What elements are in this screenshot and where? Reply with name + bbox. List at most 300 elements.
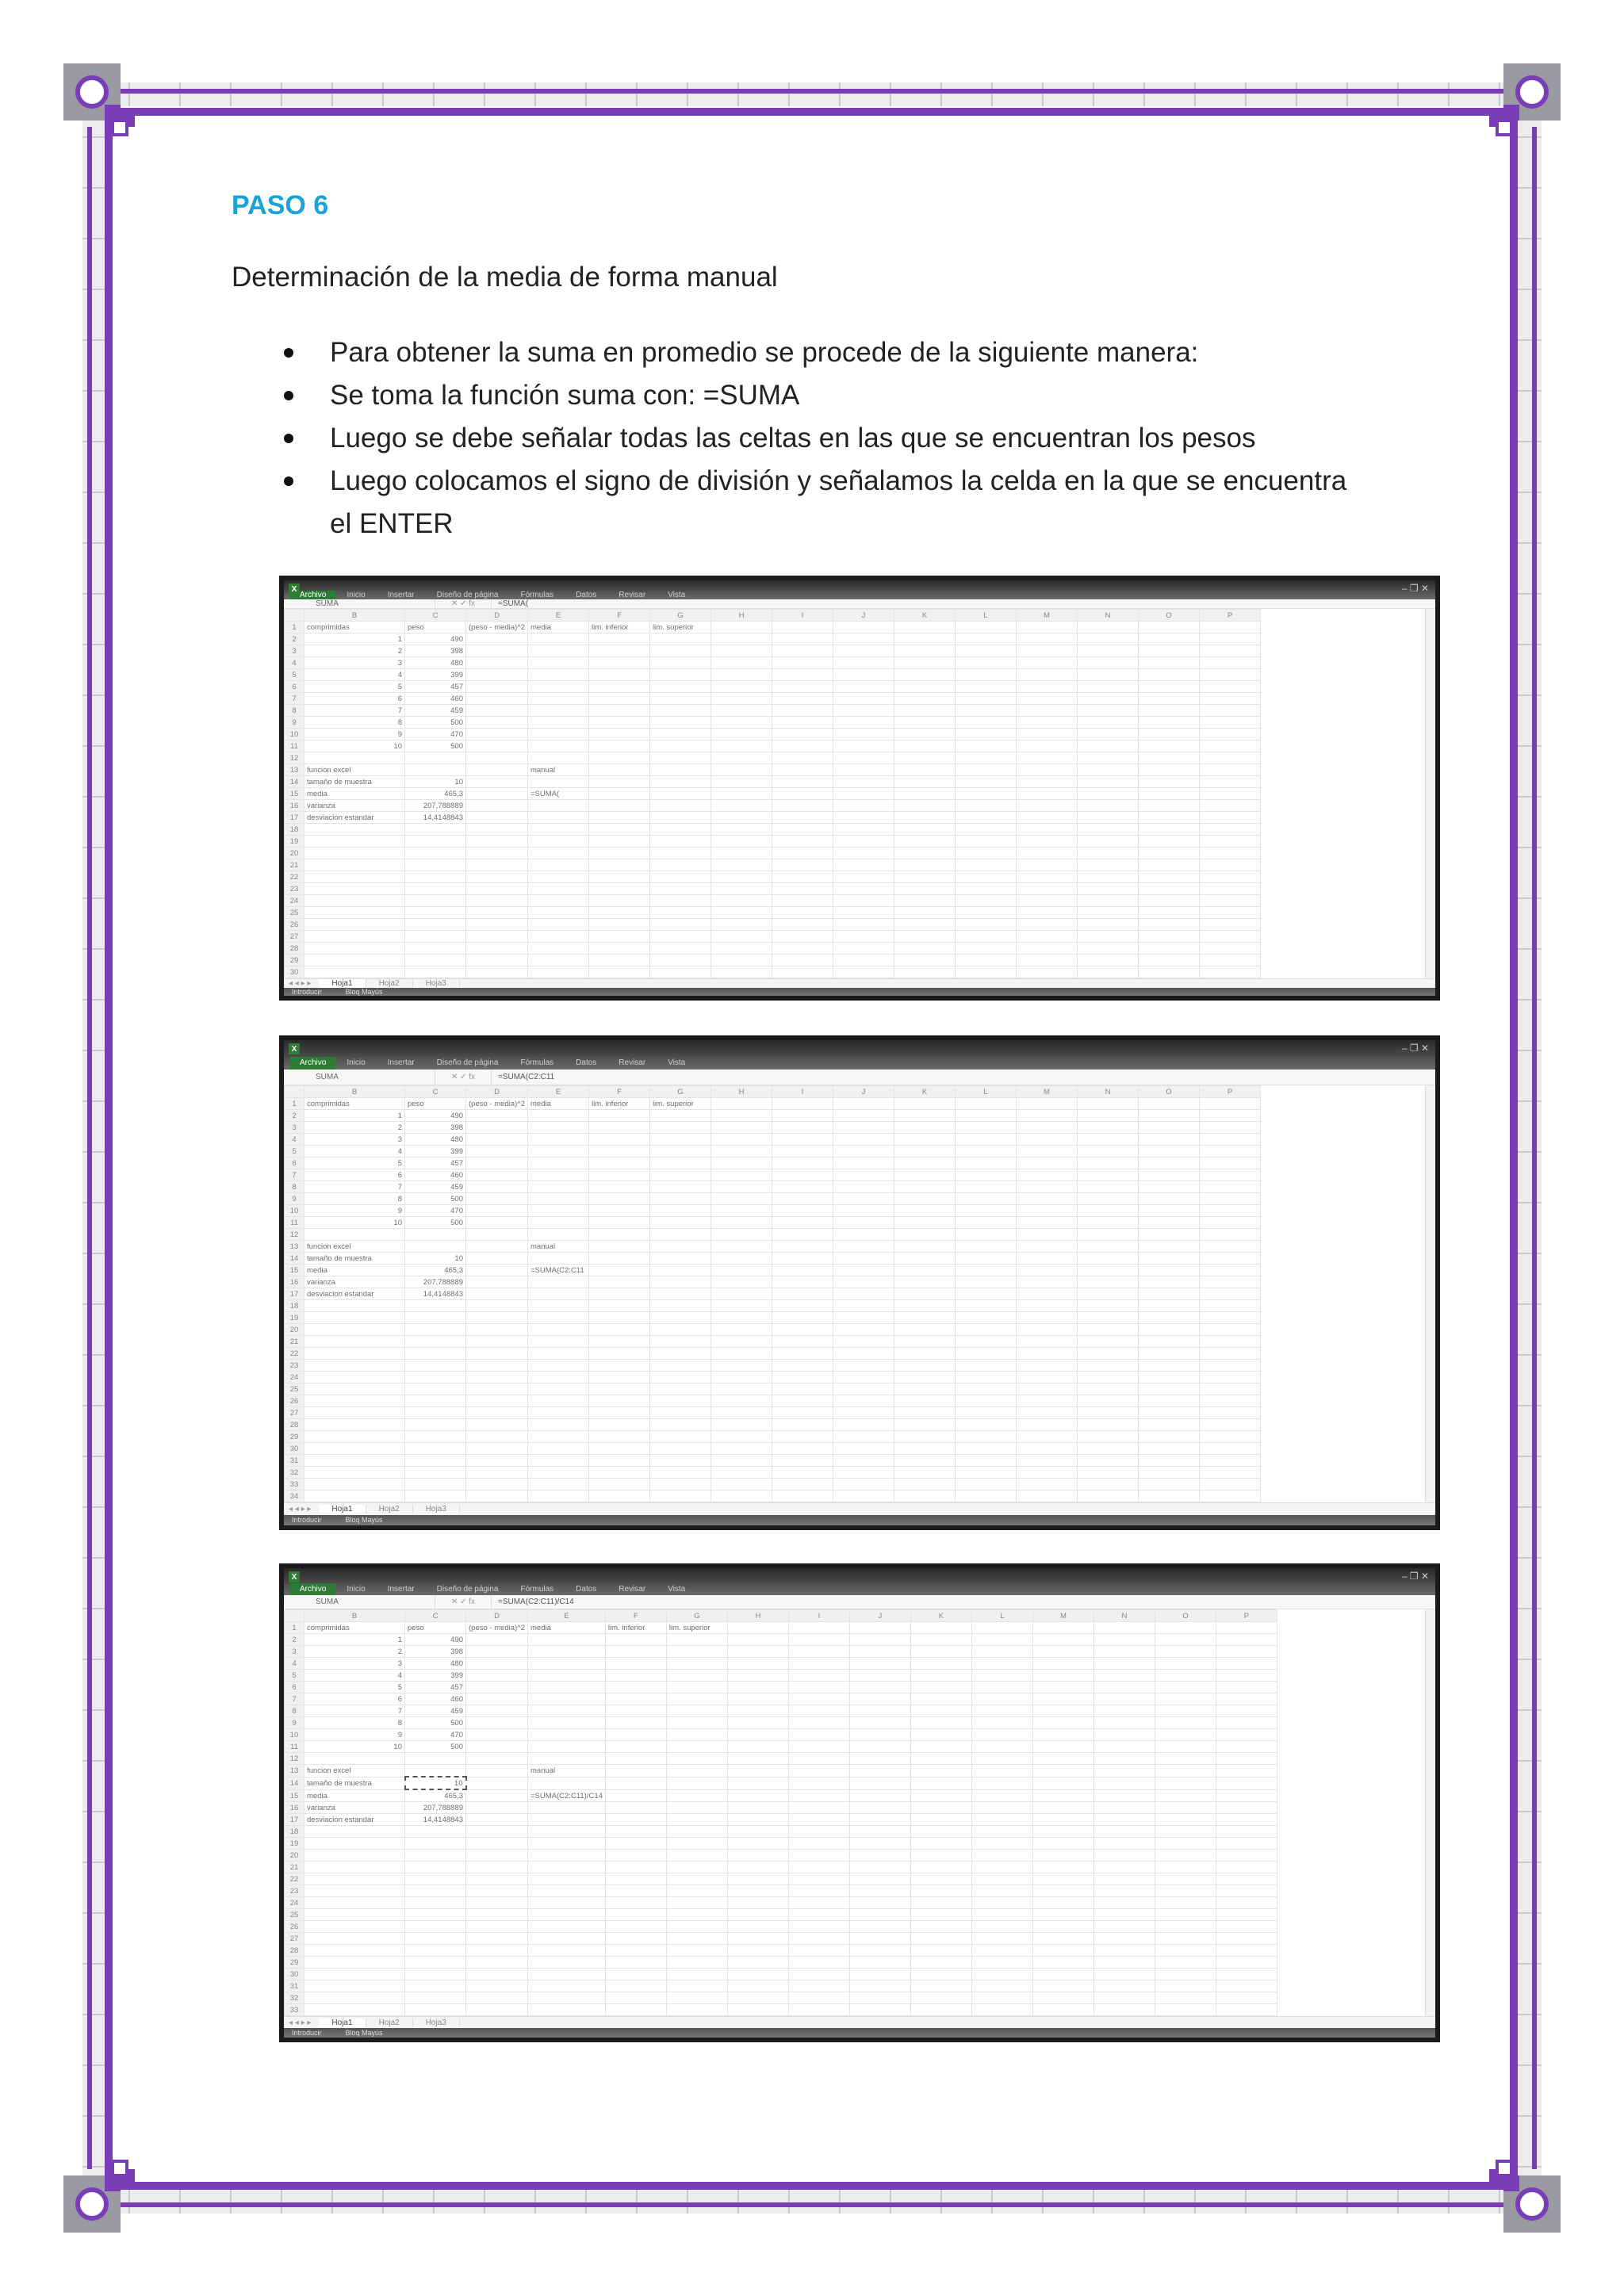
row-number[interactable]: 22 [285, 1873, 304, 1885]
cell[interactable]: 4 [304, 1146, 405, 1158]
cell[interactable]: 4 [304, 669, 405, 681]
row-number[interactable]: 19 [285, 1838, 304, 1850]
cell[interactable] [528, 645, 589, 657]
cell[interactable] [466, 836, 528, 848]
row-number[interactable]: 14 [285, 1253, 304, 1265]
cell[interactable] [772, 1146, 833, 1158]
cell[interactable] [1216, 1838, 1277, 1850]
cell[interactable] [1155, 1838, 1216, 1850]
cell[interactable] [405, 1873, 466, 1885]
cell[interactable] [650, 1479, 711, 1490]
cell[interactable] [405, 1300, 466, 1312]
cell[interactable] [711, 1443, 772, 1455]
cell[interactable] [1216, 1622, 1277, 1634]
cell[interactable] [833, 1229, 894, 1241]
cell[interactable] [833, 1134, 894, 1146]
cell[interactable] [304, 871, 405, 883]
cell[interactable] [405, 1909, 466, 1921]
cell[interactable] [528, 1134, 589, 1146]
cell[interactable] [772, 1383, 833, 1395]
cell[interactable] [833, 1217, 894, 1229]
cell[interactable] [528, 931, 589, 943]
cell[interactable] [788, 1862, 849, 1873]
cell[interactable] [711, 966, 772, 978]
cell[interactable] [788, 1682, 849, 1693]
cell[interactable] [894, 752, 956, 764]
cell[interactable] [788, 2004, 849, 2016]
cell[interactable] [711, 1181, 772, 1193]
cell[interactable] [1200, 788, 1261, 800]
cell[interactable] [1078, 1253, 1139, 1265]
row-number[interactable]: 11 [285, 1741, 304, 1753]
cell[interactable] [910, 1885, 971, 1897]
cell[interactable] [528, 824, 589, 836]
cell[interactable] [894, 1288, 956, 1300]
cell[interactable] [650, 1265, 711, 1276]
cell[interactable] [772, 812, 833, 824]
cell[interactable] [528, 1395, 589, 1407]
cell[interactable] [1017, 919, 1078, 931]
cell[interactable] [1017, 788, 1078, 800]
cell[interactable] [650, 1134, 711, 1146]
cell[interactable] [650, 943, 711, 955]
cell[interactable] [528, 1407, 589, 1419]
row-number[interactable]: 29 [285, 1431, 304, 1443]
sheet-tab[interactable]: Hoja2 [366, 1505, 413, 1513]
cell[interactable] [1216, 1992, 1277, 2004]
cell[interactable] [405, 1407, 466, 1419]
cell[interactable] [1032, 1705, 1094, 1717]
cell[interactable] [711, 1253, 772, 1265]
cell[interactable] [711, 693, 772, 705]
cell[interactable] [650, 1241, 711, 1253]
cell[interactable] [1078, 1479, 1139, 1490]
cell[interactable] [956, 1110, 1017, 1122]
cell[interactable] [788, 1885, 849, 1897]
cell[interactable] [956, 907, 1017, 919]
column-header[interactable]: E [528, 1610, 606, 1622]
cell[interactable] [788, 1646, 849, 1658]
cell[interactable] [833, 859, 894, 871]
cell[interactable] [1155, 1705, 1216, 1717]
cell[interactable]: media [304, 1265, 405, 1276]
cell[interactable] [1139, 776, 1200, 788]
column-header[interactable] [285, 1610, 304, 1622]
ribbon-tab[interactable]: Archivo [290, 591, 335, 599]
cell[interactable] [528, 1838, 606, 1850]
cell[interactable] [772, 859, 833, 871]
cell[interactable] [1017, 1134, 1078, 1146]
cell[interactable] [304, 943, 405, 955]
ribbon-tab[interactable]: Insertar [387, 590, 415, 599]
cell[interactable] [711, 919, 772, 931]
cell[interactable] [788, 1622, 849, 1634]
cell[interactable] [528, 740, 589, 752]
cell[interactable] [466, 1777, 528, 1789]
cell[interactable] [666, 1741, 727, 1753]
cell[interactable] [910, 1838, 971, 1850]
row-number[interactable]: 21 [285, 1862, 304, 1873]
cell[interactable] [849, 1658, 910, 1670]
cell[interactable] [711, 1490, 772, 1502]
cell[interactable] [528, 1431, 589, 1443]
cell[interactable] [1200, 1336, 1261, 1348]
cell[interactable] [1139, 729, 1200, 740]
row-number[interactable]: 25 [285, 1383, 304, 1395]
cell[interactable]: tamaño de muestra [304, 1777, 405, 1789]
cell[interactable] [1216, 1814, 1277, 1826]
cell[interactable] [894, 1395, 956, 1407]
cell[interactable] [1216, 1741, 1277, 1753]
column-header[interactable]: G [650, 1086, 711, 1098]
cell[interactable] [772, 931, 833, 943]
cell[interactable] [772, 883, 833, 895]
cell[interactable] [528, 705, 589, 717]
cell[interactable] [833, 824, 894, 836]
cell[interactable] [1200, 1098, 1261, 1110]
cell[interactable] [711, 645, 772, 657]
cell[interactable] [833, 1241, 894, 1253]
cell[interactable] [833, 848, 894, 859]
cell[interactable] [589, 907, 650, 919]
cell[interactable] [405, 836, 466, 848]
cell[interactable] [788, 1814, 849, 1826]
cell[interactable] [1139, 1193, 1200, 1205]
cell[interactable] [956, 1455, 1017, 1467]
cell[interactable] [1017, 740, 1078, 752]
cell[interactable] [956, 955, 1017, 966]
cell[interactable] [666, 2004, 727, 2016]
cell[interactable] [894, 1217, 956, 1229]
cell[interactable] [528, 1312, 589, 1324]
cell[interactable] [1017, 931, 1078, 943]
cell[interactable] [772, 633, 833, 645]
cell[interactable] [1155, 1957, 1216, 1969]
cell[interactable] [788, 1980, 849, 1992]
window-controls-icon[interactable]: – ❐ ✕ [1401, 1043, 1429, 1054]
cell[interactable] [466, 1146, 528, 1158]
row-number[interactable]: 17 [285, 1288, 304, 1300]
cell[interactable] [1078, 1407, 1139, 1419]
cell[interactable] [304, 1933, 405, 1945]
cell[interactable] [971, 1765, 1032, 1777]
cell[interactable] [589, 657, 650, 669]
cell[interactable] [466, 1253, 528, 1265]
cell[interactable] [466, 657, 528, 669]
cell[interactable] [666, 1992, 727, 2004]
cell[interactable] [910, 1622, 971, 1634]
cell[interactable] [772, 1431, 833, 1443]
cell[interactable] [1216, 1885, 1277, 1897]
cell[interactable] [971, 1862, 1032, 1873]
row-number[interactable]: 9 [285, 1193, 304, 1205]
cell[interactable] [1017, 836, 1078, 848]
cell[interactable] [1155, 1682, 1216, 1693]
cell[interactable] [772, 1467, 833, 1479]
column-header[interactable]: C [405, 1610, 466, 1622]
cell[interactable] [405, 1467, 466, 1479]
cell[interactable] [304, 919, 405, 931]
cell[interactable] [528, 1670, 606, 1682]
cell[interactable] [1032, 1777, 1094, 1789]
cell[interactable] [849, 1682, 910, 1693]
cell[interactable] [1078, 1490, 1139, 1502]
cell[interactable] [833, 1407, 894, 1419]
cell[interactable] [910, 1717, 971, 1729]
cell[interactable] [849, 1921, 910, 1933]
cell[interactable] [528, 1300, 589, 1312]
cell[interactable] [1200, 1169, 1261, 1181]
column-header[interactable]: D [466, 1086, 528, 1098]
cell[interactable] [528, 1217, 589, 1229]
cell[interactable] [605, 1838, 666, 1850]
row-number[interactable]: 20 [285, 1324, 304, 1336]
cell[interactable] [304, 1838, 405, 1850]
cell[interactable] [956, 812, 1017, 824]
cell[interactable] [1155, 1969, 1216, 1980]
cell[interactable]: 3 [304, 1658, 405, 1670]
cell[interactable] [833, 1360, 894, 1372]
cell[interactable] [1017, 1348, 1078, 1360]
cell[interactable] [727, 1802, 788, 1814]
cell[interactable] [849, 1753, 910, 1765]
cell[interactable] [1017, 1122, 1078, 1134]
cell[interactable] [833, 883, 894, 895]
cell[interactable] [894, 1276, 956, 1288]
cell[interactable] [1094, 1873, 1155, 1885]
cell[interactable] [466, 919, 528, 931]
cell[interactable] [1155, 1909, 1216, 1921]
cell[interactable] [1139, 705, 1200, 717]
cell[interactable]: comprimidas [304, 1622, 405, 1634]
cell[interactable] [849, 1897, 910, 1909]
cell[interactable] [772, 1134, 833, 1146]
cell[interactable] [304, 1383, 405, 1395]
window-controls-icon[interactable]: – ❐ ✕ [1401, 1571, 1429, 1582]
cell[interactable] [711, 1336, 772, 1348]
cell[interactable] [1078, 824, 1139, 836]
cell[interactable] [833, 1336, 894, 1348]
cell[interactable] [466, 1288, 528, 1300]
cell[interactable] [304, 1443, 405, 1455]
cell[interactable] [1200, 824, 1261, 836]
cell[interactable] [1216, 1646, 1277, 1658]
cell[interactable] [650, 907, 711, 919]
row-number[interactable]: 16 [285, 1276, 304, 1288]
cell[interactable] [650, 740, 711, 752]
cell[interactable] [466, 1850, 528, 1862]
cell[interactable] [650, 669, 711, 681]
cell[interactable] [1094, 1850, 1155, 1862]
cell[interactable] [1017, 1288, 1078, 1300]
cell[interactable] [304, 1467, 405, 1479]
cell[interactable] [650, 657, 711, 669]
cell[interactable] [466, 669, 528, 681]
cell[interactable] [605, 1862, 666, 1873]
cell[interactable]: varianza [304, 800, 405, 812]
cell[interactable] [1032, 1980, 1094, 1992]
cell[interactable] [466, 645, 528, 657]
cell[interactable]: 3 [304, 1134, 405, 1146]
cell[interactable] [894, 1312, 956, 1324]
cell[interactable] [304, 966, 405, 978]
cell[interactable] [956, 645, 1017, 657]
cell[interactable] [772, 1312, 833, 1324]
cell[interactable] [849, 1741, 910, 1753]
cell[interactable] [1032, 1969, 1094, 1980]
cell[interactable] [589, 729, 650, 740]
cell[interactable] [894, 895, 956, 907]
cell[interactable] [1094, 1765, 1155, 1777]
cell[interactable] [605, 1646, 666, 1658]
cell[interactable] [589, 1372, 650, 1383]
row-number[interactable]: 11 [285, 740, 304, 752]
cell[interactable] [1155, 1789, 1216, 1802]
cell[interactable] [772, 622, 833, 633]
cell[interactable] [405, 848, 466, 859]
cell[interactable] [304, 1395, 405, 1407]
cell[interactable] [589, 1193, 650, 1205]
ribbon-tab[interactable]: Diseño de página [436, 1058, 499, 1068]
cell[interactable] [528, 955, 589, 966]
cell[interactable] [1155, 1826, 1216, 1838]
row-number[interactable]: 17 [285, 1814, 304, 1826]
cell[interactable] [772, 1217, 833, 1229]
cell[interactable] [304, 1753, 405, 1765]
cell[interactable] [1139, 681, 1200, 693]
cell[interactable] [528, 752, 589, 764]
cell[interactable] [405, 907, 466, 919]
cell[interactable] [304, 1431, 405, 1443]
cell[interactable] [1017, 1360, 1078, 1372]
cell[interactable] [1078, 1205, 1139, 1217]
cell[interactable] [1032, 1658, 1094, 1670]
cell[interactable] [1017, 1205, 1078, 1217]
cell[interactable] [1017, 1312, 1078, 1324]
cell[interactable] [833, 1372, 894, 1383]
cell[interactable] [910, 1753, 971, 1765]
cell[interactable] [894, 1098, 956, 1110]
cell[interactable] [849, 1945, 910, 1957]
sheet-tab[interactable]: Hoja1 [319, 979, 366, 988]
cell[interactable] [528, 633, 589, 645]
cell[interactable] [304, 1850, 405, 1862]
cell[interactable] [1139, 907, 1200, 919]
cell[interactable] [833, 1312, 894, 1324]
cell[interactable] [1078, 1336, 1139, 1348]
cell[interactable] [849, 1969, 910, 1980]
cell[interactable] [589, 955, 650, 966]
cell[interactable] [956, 1383, 1017, 1395]
row-number[interactable]: 32 [285, 1992, 304, 2004]
cell[interactable] [788, 1753, 849, 1765]
cell[interactable] [1139, 1253, 1200, 1265]
cell[interactable] [466, 1181, 528, 1193]
cell[interactable] [304, 955, 405, 966]
cell[interactable] [1139, 622, 1200, 633]
cell[interactable] [1078, 1122, 1139, 1134]
cell[interactable] [589, 1134, 650, 1146]
cell[interactable] [1078, 752, 1139, 764]
cell[interactable] [466, 1455, 528, 1467]
cell[interactable] [910, 1980, 971, 1992]
cell[interactable]: manual [528, 1241, 589, 1253]
cell[interactable] [304, 1897, 405, 1909]
cell[interactable] [1094, 1933, 1155, 1945]
column-header[interactable]: D [466, 1610, 528, 1622]
cell[interactable] [1078, 645, 1139, 657]
cell[interactable] [466, 1705, 528, 1717]
cell[interactable] [1216, 1753, 1277, 1765]
cell[interactable] [589, 1122, 650, 1134]
cell[interactable] [405, 1229, 466, 1241]
cell[interactable] [772, 1158, 833, 1169]
cell[interactable] [910, 1992, 971, 2004]
cell[interactable] [1139, 717, 1200, 729]
row-number[interactable]: 19 [285, 836, 304, 848]
cell[interactable] [1200, 1193, 1261, 1205]
cell[interactable] [405, 1360, 466, 1372]
cell[interactable] [1078, 1443, 1139, 1455]
cell[interactable] [466, 1933, 528, 1945]
cell[interactable] [1139, 1419, 1200, 1431]
cell[interactable] [772, 657, 833, 669]
cell[interactable] [956, 1122, 1017, 1134]
cell[interactable] [956, 622, 1017, 633]
cell[interactable] [849, 1777, 910, 1789]
cell[interactable] [1200, 859, 1261, 871]
cell[interactable] [1216, 1957, 1277, 1969]
cell[interactable] [849, 1992, 910, 2004]
cell[interactable] [1017, 812, 1078, 824]
cell[interactable] [1139, 895, 1200, 907]
cell[interactable] [1078, 1110, 1139, 1122]
cell[interactable] [304, 1862, 405, 1873]
cell[interactable] [1139, 764, 1200, 776]
cell[interactable]: 490 [405, 633, 466, 645]
cell[interactable] [1200, 1383, 1261, 1395]
cell[interactable] [1155, 1765, 1216, 1777]
cell[interactable] [1078, 1288, 1139, 1300]
cell[interactable] [956, 1300, 1017, 1312]
cell[interactable] [727, 1969, 788, 1980]
cell[interactable] [772, 1419, 833, 1431]
cell[interactable] [1139, 1146, 1200, 1158]
cell[interactable] [1200, 1265, 1261, 1276]
cell[interactable] [1032, 1670, 1094, 1682]
column-header[interactable]: P [1216, 1610, 1277, 1622]
cell[interactable] [894, 645, 956, 657]
cell[interactable]: 490 [405, 1110, 466, 1122]
cell[interactable] [405, 919, 466, 931]
cell[interactable]: peso [405, 1098, 466, 1110]
cell[interactable] [833, 1443, 894, 1455]
cell[interactable]: 459 [405, 1705, 466, 1717]
cell[interactable] [528, 1705, 606, 1717]
cell[interactable] [666, 1921, 727, 1933]
cell[interactable] [666, 1670, 727, 1682]
cell[interactable]: 459 [405, 1181, 466, 1193]
cell[interactable] [894, 1193, 956, 1205]
cell[interactable] [1200, 1146, 1261, 1158]
cell[interactable] [1078, 622, 1139, 633]
row-number[interactable]: 13 [285, 1241, 304, 1253]
cell[interactable] [528, 2004, 606, 2016]
cell[interactable]: lim. superior [650, 622, 711, 633]
cell[interactable] [405, 871, 466, 883]
cell[interactable] [605, 1969, 666, 1980]
cell[interactable] [956, 1193, 1017, 1205]
